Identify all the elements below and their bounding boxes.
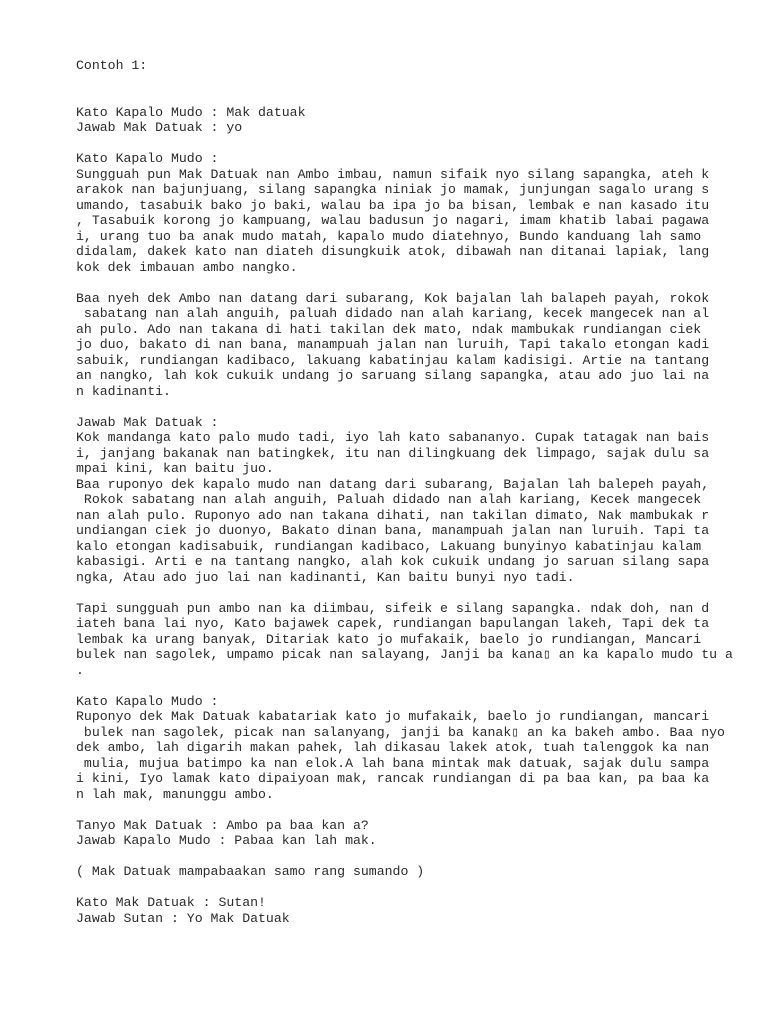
paragraph [76,415,716,586]
text-line: i, janjang bakanak nan batingkek, itu nan dilingkuang dek limpago, sajak dulu sa [76,445,710,461]
paragraph [76,600,733,679]
text-line: jo duo, bakato di nan bana, manampuah jalan nan luruih, Tapi takalo etongan kadi [76,337,710,352]
text-line: ah pulo. Ado nan takana di hati takilan dek mato, ndak mambukak rundiangan ciek [76,321,702,337]
text-line: Ruponyo dek Mak Datuak kabatariak kato jo mufakaik, baelo jo rundiangan, mancari [76,709,710,724]
text-line: lembak ka urang banyak, Ditariak kato jo mufakaik, baelo jo rundiangan, Mancari [76,631,702,647]
text-line: bulek nan sagolek, picak nan salanyang, janji ba kanak▯ an ka bakeh ambo. Baa nyo [76,724,725,740]
text-line: . [76,662,84,678]
text-line: nan alah pulo. Ruponyo ado nan takana dihati, nan takilan dimato, Nak mambukak r [76,507,710,523]
text-line: Jawab Mak Datuak : [76,414,219,430]
text-line: n lah mak, manunggu ambo. [76,786,274,802]
text-line: arakok nan bajunjuang, silang sapangka niniak jo mamak, junjungan sagalo urang s [76,182,710,197]
paragraph [76,151,716,275]
stage-direction [76,864,716,880]
text-line: ngka, Atau ado juo lai nan kadinanti, Kan baitu bunyi nyo tadi. [76,569,575,585]
text-line: Jawab Kapalo Mudo : Pabaa kan lah mak. [76,833,377,848]
text-line: sabuik, rundiangan kadibaco, lakuang kabatinjau kalam kadisigi. Artie na tantang [76,352,710,368]
text-line: Baa ruponyo dek kapalo mudo nan datang dari subarang, Bajalan lah balepeh payah, [76,476,710,492]
text-line: kok dek imbauan ambo nangko. [76,259,298,275]
text-line: Kato Kapalo Mudo : [76,151,219,166]
text-line: umando, tasabuik bako jo baki, walau ba ipa jo ba bisan, lembak e nan kasado itu [76,197,710,213]
text-line: sabatang nan alah anguih, paluah didado nan alah kariang, kecek mangecek nan al [76,306,710,321]
text-line: mpai kini, kan baitu juo. [76,461,274,476]
text-line: undiangan ciek jo duonyo, Bakato dinan bana, manampuah jalan nan luruih. Tapi ta [76,523,710,538]
text-line: dek ambo, lah digarih makan pahek, lah dikasau lakek atok, tuah talenggok ka nan [76,740,710,755]
text-line: Jawab Mak Datuak : yo [76,120,243,135]
paragraph [76,291,716,400]
text-line: kabasigi. Arti e na tantang nangko, alah kok cukuik undang jo saruan silang sapa [76,554,710,569]
dialogue-block [76,105,716,136]
text-line: Tanyo Mak Datuak : Ambo pa baa kan a? [76,817,369,833]
text-line: Tapi sungguah pun ambo nan ka diimbau, sifeik e silang sapangka. ndak doh, nan d [76,600,710,616]
text-line: i kini, Iyo lamak kato dipaiyoan mak, rancak rundiangan di pa baa kan, pa baa ka [76,771,710,786]
text-line: Kato Kapalo Mudo : Mak datuak [76,104,306,120]
text-line: an nangko, lah kok cukuik undang jo saruang silang sapangka, atau ado juo lai na [76,368,710,383]
text-line: Sungguah pun Mak Datuak nan Ambo imbau, namun sifaik nyo silang sapangka, ateh k [76,166,710,182]
text-line: bulek nan sagolek, umpamo picak nan salayang, Janji ba kana▯ an ka kapalo mudo tu a [76,647,733,662]
paragraph [76,693,725,803]
document-body [76,58,733,926]
text-line: Rokok sabatang nan alah anguih, Paluah didado nan alah kariang, Kecek mangecek [76,492,702,507]
text-line: Kato Mak Datuak : Sutan! [76,895,266,910]
text-line: , Tasabuik korong jo kampuang, walau badusun jo nagari, imam khatib labai pagawa [76,213,710,228]
text-line: ( Mak Datuak mampabaakan samo rang sumando ) [76,864,425,879]
text-line: iateh bana lai nyo, Kato bajawek capek, rundiangan bapulangan lakeh, Tapi dek ta [76,616,710,631]
text-line: Baa nyeh dek Ambo nan datang dari subarang, Kok bajalan lah balapeh payah, rokok [76,290,710,306]
text-line: kalo etongan kadisabuik, rundiangan kadibaco, Lakuang bunyinyo kabatinjau kalam [76,538,702,554]
dialogue-block [76,818,716,849]
text-line: mulia, mujua batimpo ka nan elok.A lah bana mintak mak datuak, sajak dulu sampa [76,755,710,771]
text-line: i, urang tuo ba anak mudo matah, kapalo mudo diatehnyo, Bundo kanduang lah samo [76,228,702,244]
text-line: didalam, dakek kato nan diateh disungkuik atok, dibawah nan ditanai lapiak, lang [76,244,710,259]
text-line: Kato Kapalo Mudo : [76,693,219,709]
document-heading: Contoh 1: [76,58,148,73]
text-line: Kok mandanga kato palo mudo tadi, iyo lah kato sabananyo. Cupak tatagak nan bais [76,430,710,445]
text-line: Jawab Sutan : Yo Mak Datuak [76,910,290,926]
text-line: n kadinanti. [76,383,171,399]
dialogue-block [76,895,716,926]
